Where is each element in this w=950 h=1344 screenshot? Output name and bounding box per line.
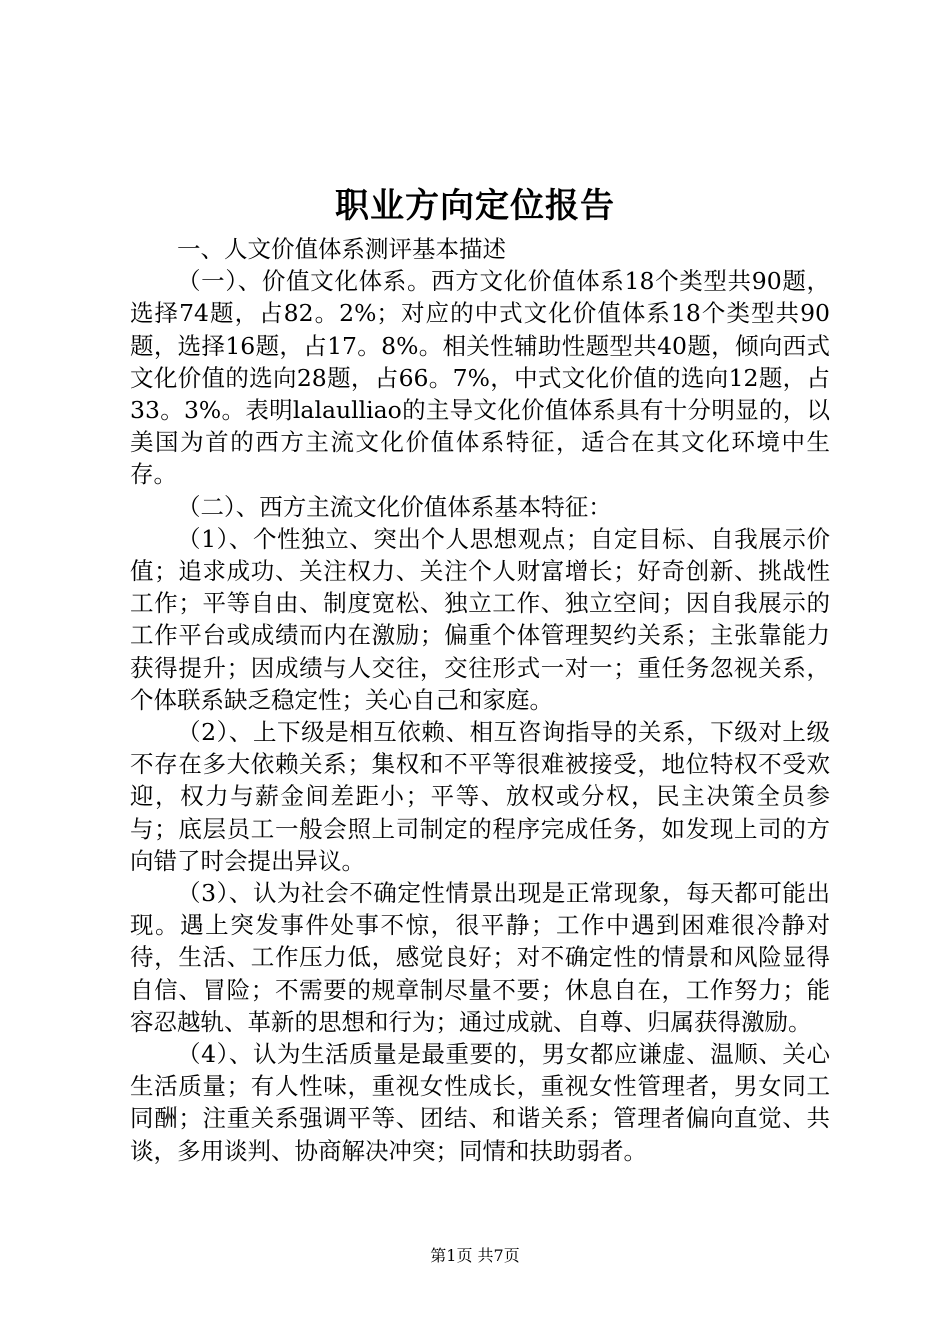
paragraph-feature-3: （3）、认为社会不确定性情景出现是正常现象，每天都可能出现。遇上突发事件处事不惊，很平静；工作中遇到困难很冷静对待，生活、工作压力低，感觉良好；对不确定性的情景和风险显得自信、冒险；不需要的规章制尽量不要；休息自在，工作努力；能容忍越轨、革新的思想和行为；通过成就、自尊、归属获得激励。 <box>130 879 830 1036</box>
document-body <box>130 233 830 1167</box>
page-footer: 第1页 共7页 <box>430 1246 520 1265</box>
paragraph-feature-1: （1）、个性独立、突出个人思想观点；自定目标、自我展示价值；追求成功、关注权力、关注个人财富增长；好奇创新、挑战性工作；平等自由、制度宽松、独立工作、独立空间；因自我展示的工作平台或成绩而内在激励；偏重个体管理契约关系；主张靠能力获得提升；因成绩与人交往，交往形式一对一；重任务忽视关系，个体联系缺乏稳定性；关心自己和家庭。 <box>130 524 830 714</box>
paragraph-feature-2: （2）、上下级是相互依赖、相互咨询指导的关系，下级对上级不存在多大依赖关系；集权和不平等很难被接受，地位特权不受欢迎，权力与薪金间差距小；平等、放权或分权，民主决策全员参与；底层员工一般会照上司制定的程序完成任务，如发现上司的方向错了时会提出异议。 <box>130 718 830 875</box>
paragraph-value-system: （一）、价值文化体系。西方文化价值体系18个类型共90题，选择74题，占82。2%；对应的中式文化价值体系18个类型共90题，选择16题，占17。8%。相关性辅助性题型共40题，倾向西式文化价值的选向28题，占66。7%，中式文化价值的选向12题，占33。3%。表明lalaulliao的主导文化价值体系具有十分明显的，以美国为首的西方主流文化价值体系特征，适合在其文化环境中生存。 <box>130 267 830 489</box>
paragraph-feature-4: （4）、认为生活质量是最重要的，男女都应谦虚、温顺、关心生活质量；有人性味，重视女性成长，重视女性管理者，男女同工同酬；注重关系强调平等、团结、和谐关系；管理者偏向直觉、共谈，多用谈判、协商解决冲突；同情和扶助弱者。 <box>130 1040 830 1165</box>
page-title: 职业方向定位报告 <box>335 186 615 226</box>
section-heading: 一、人文价值体系测评基本描述 <box>177 235 506 263</box>
paragraph-western-features-heading: （二）、西方主流文化价值体系基本特征： <box>177 492 612 521</box>
